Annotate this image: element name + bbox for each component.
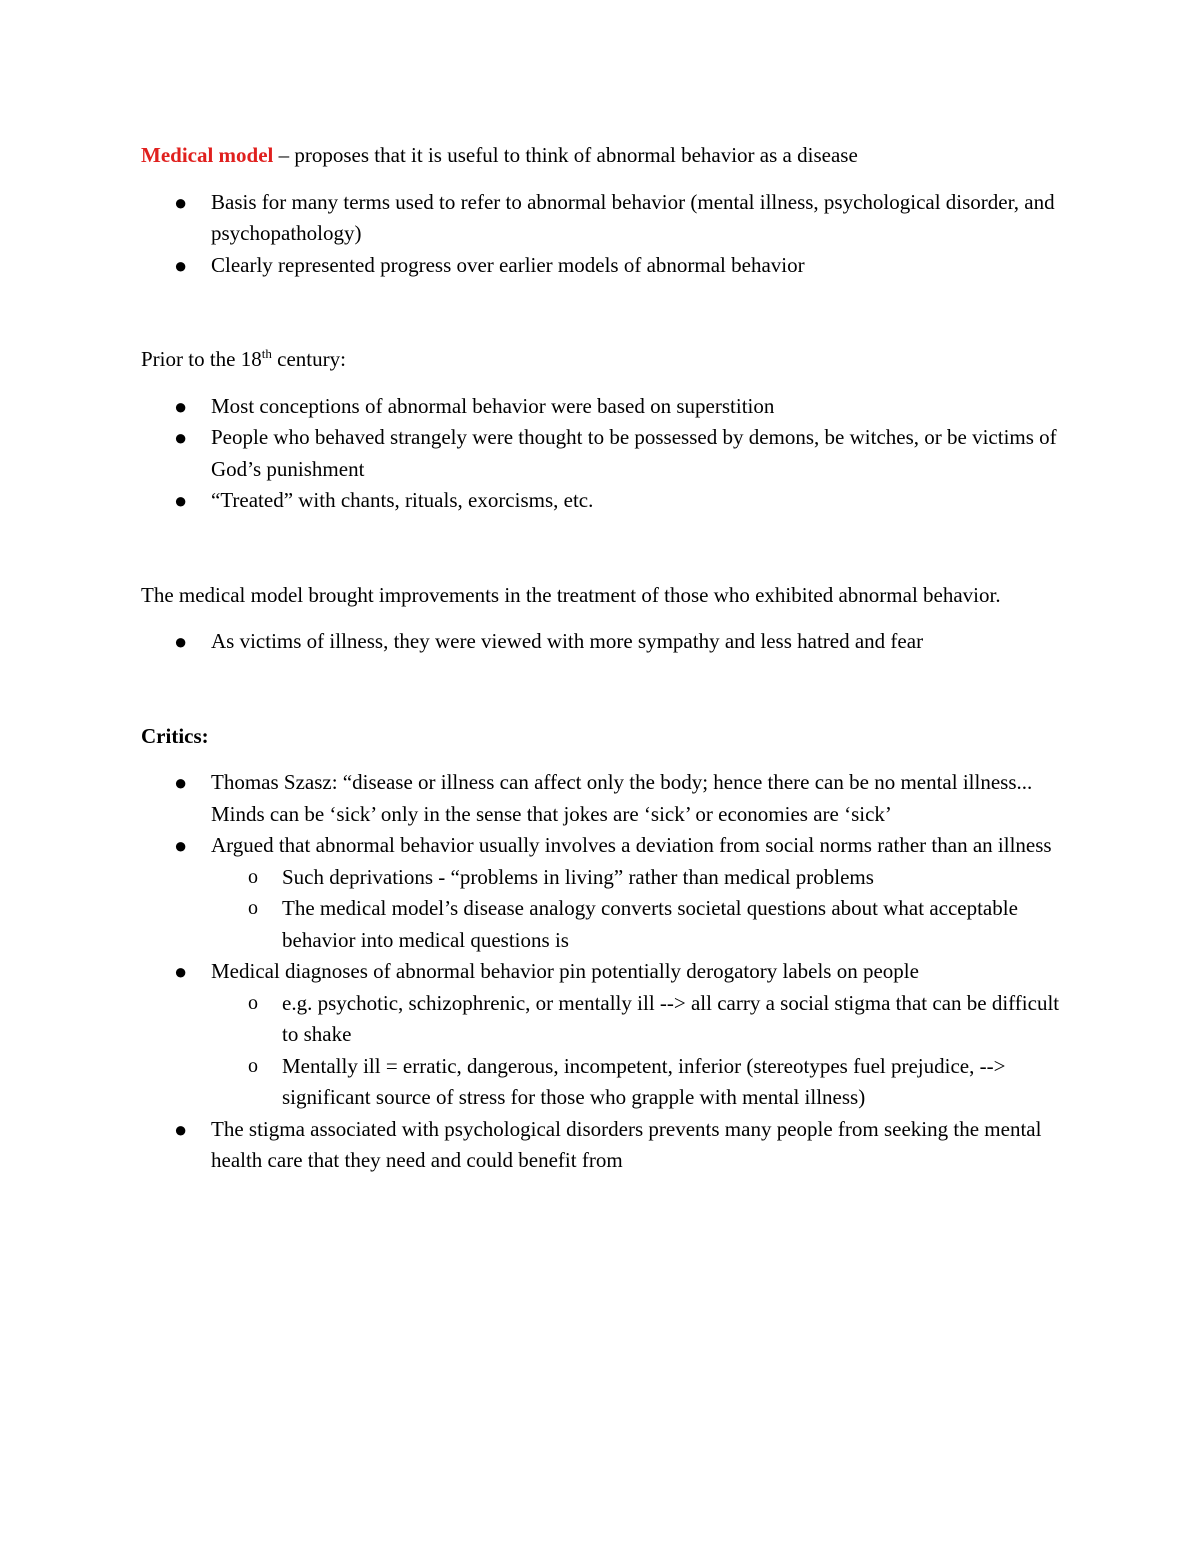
circle-bullet-icon: o xyxy=(248,897,258,919)
sub-list-item: o Mentally ill = erratic, dangerous, incompetent, inferior (stereotypes fuel prejudice, --> significant source of stress for those who grapple with mental illness) xyxy=(141,1051,1071,1114)
document-body xyxy=(141,140,1071,1177)
list-item: ● People who behaved strangely were thought to be possessed by demons, be witches, or be victims of God’s punishment xyxy=(141,422,1071,485)
bullet-icon: ● xyxy=(174,1116,188,1142)
bullet-icon: ● xyxy=(174,959,188,984)
sub-list-item: o Such deprivations - “problems in living” rather than medical problems xyxy=(141,862,1071,894)
critics-sublist-deviation xyxy=(141,862,1071,957)
circle-bullet-icon: o xyxy=(248,1054,258,1077)
list-item: ● Basis for many terms used to refer to abnormal behavior (mental illness, psychological disorder, and psychopathology) xyxy=(141,187,1071,250)
circle-bullet-icon: o xyxy=(248,865,258,888)
medical-model-term: Medical model xyxy=(141,143,274,167)
critics-list-continued xyxy=(141,956,1071,988)
critics-list xyxy=(141,767,1071,862)
list-item: ● The stigma associated with psychological disorders prevents many people from seeking the mental health care that they need and could benefit from xyxy=(141,1114,1071,1177)
sub-list-item: o e.g. psychotic, schizophrenic, or mentally ill --> all carry a social stigma that can be difficult to shake xyxy=(141,988,1071,1051)
list-item: ● Argued that abnormal behavior usually involves a deviation from social norms rather than an illness xyxy=(141,830,1071,862)
bullet-icon: ● xyxy=(174,393,188,419)
medical-model-list xyxy=(141,187,1071,282)
bullet-icon: ● xyxy=(174,189,188,215)
superscript-th: th xyxy=(261,346,272,361)
list-item: ● Thomas Szasz: “disease or illness can affect only the body; hence there can be no mental illness... Minds can be ‘sick’ only in the sense that jokes are ‘sick’ or economies are ‘sick’ xyxy=(141,767,1071,830)
circle-bullet-icon: o xyxy=(248,991,258,1014)
prior-century-list xyxy=(141,391,1071,517)
critics-heading: Critics: xyxy=(141,723,209,748)
bullet-icon: ● xyxy=(174,770,188,795)
bullet-icon: ● xyxy=(174,629,188,654)
critics-list-final xyxy=(141,1114,1071,1177)
bullet-icon: ● xyxy=(174,252,188,278)
prior-18th-century-intro: Prior to the 18th century: xyxy=(141,346,346,371)
list-item: ● “Treated” with chants, rituals, exorcisms, etc. xyxy=(141,485,1071,517)
sub-list-item: o The medical model’s disease analogy converts societal questions about what acceptable behavior into medical questions is xyxy=(141,893,1071,956)
list-item: ● Most conceptions of abnormal behavior were based on superstition xyxy=(141,391,1071,423)
critics-sublist-labels xyxy=(141,988,1071,1114)
medical-model-definition-text: – proposes that it is useful to think of abnormal behavior as a disease xyxy=(273,143,858,167)
medical-model-definition xyxy=(141,140,1071,172)
bullet-icon: ● xyxy=(174,833,188,858)
improvements-intro: The medical model brought improvements in the treatment of those who exhibited abnormal behavior. xyxy=(141,582,1001,607)
list-item: ● As victims of illness, they were viewed with more sympathy and less hatred and fear xyxy=(141,626,1071,658)
list-item: ● Clearly represented progress over earlier models of abnormal behavior xyxy=(141,250,1071,282)
bullet-icon: ● xyxy=(174,425,188,450)
bullet-icon: ● xyxy=(174,488,188,513)
list-item: ● Medical diagnoses of abnormal behavior pin potentially derogatory labels on people xyxy=(141,956,1071,988)
improvements-list xyxy=(141,626,1071,658)
